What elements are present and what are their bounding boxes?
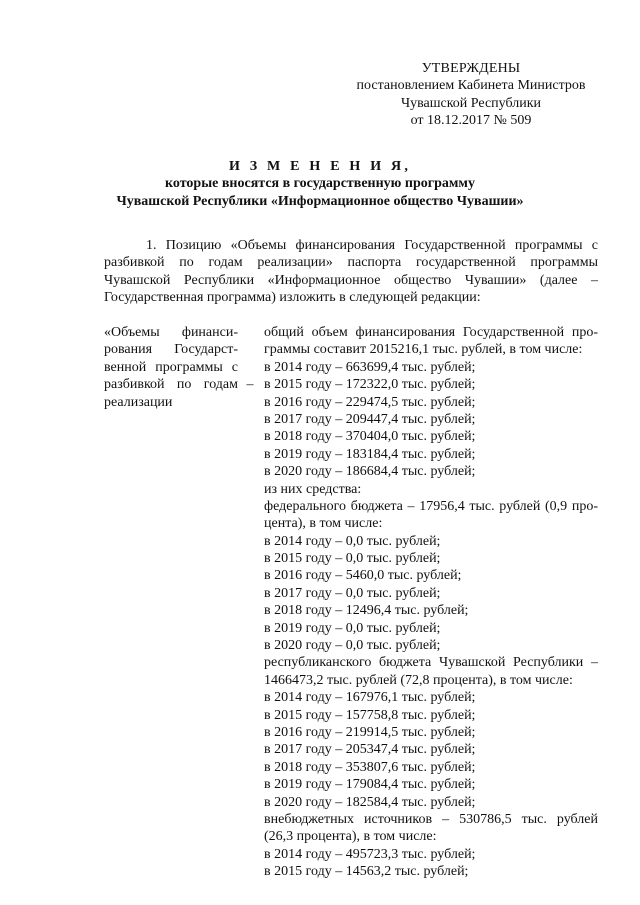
position-content-line: в 2016 году – 219914,5 тыс. рублей;: [264, 724, 476, 740]
approval-line-1: постановлением Кабинета Министров: [356, 78, 586, 94]
intro-paragraph: 1. Позицию «Объемы финансирования Государственной программы с разбивкой по годам реализации» паспорта государственной программы Чувашской Республики «Информационное общество Чувашии» (далее – Государственная программа) изложить в следующей редакции:: [104, 238, 598, 306]
position-content-line: 1466473,2 тыс. рублей (72,8 процента), в том числе:: [264, 672, 573, 688]
position-content-line: общий объем финансирования Государственной про-: [264, 325, 598, 340]
position-content-line: в 2015 году – 0,0 тыс. рублей;: [264, 551, 441, 567]
position-content-line: (26,3 процента), в том числе:: [264, 829, 437, 845]
position-content-line: в 2020 году – 0,0 тыс. рублей;: [264, 638, 441, 654]
position-content-line: в 2020 году – 182584,4 тыс. рублей;: [264, 794, 476, 810]
position-content-line: в 2019 году – 183184,4 тыс. рублей;: [264, 446, 476, 462]
position-content-line: в 2019 году – 0,0 тыс. рублей;: [264, 620, 441, 636]
approval-line-3: от 18.12.2017 № 509: [410, 113, 532, 129]
position-content-line: в 2016 году – 5460,0 тыс. рублей;: [264, 568, 462, 584]
position-content-line: в 2015 году – 14563,2 тыс. рублей;: [264, 864, 469, 880]
position-content-line: в 2016 году – 229474,5 тыс. рублей;: [264, 394, 476, 410]
position-label-line: разбивкой по годам: [104, 377, 238, 393]
position-content-line: граммы составит 2015216,1 тыс. рублей, в том числе:: [264, 342, 583, 358]
position-content-line: в 2014 году – 495723,3 тыс. рублей;: [264, 846, 476, 862]
intro-section: [104, 237, 598, 307]
position-content-line: федерального бюджета – 17956,4 тыс. рублей (0,9 про-: [264, 498, 598, 514]
position-content-line: в 2017 году – 205347,4 тыс. рублей;: [264, 742, 476, 758]
heading-line-2: Чувашской Республики «Информационное общество Чувашии»: [116, 193, 524, 209]
position-content-line: в 2017 году – 0,0 тыс. рублей;: [264, 585, 441, 601]
position-content-line: внебюджетных источников – 530786,5 тыс. рублей: [264, 811, 598, 827]
position-label: [104, 324, 238, 411]
position-content-line: в 2015 году – 157758,8 тыс. рублей;: [264, 707, 476, 723]
position-content-line: из них средства:: [264, 481, 362, 497]
position-label-line: венной программы с: [104, 359, 238, 375]
document-heading: [0, 158, 640, 210]
position-content-line: республиканского бюджета Чувашской Республики –: [264, 655, 598, 671]
position-content-line: в 2014 году – 0,0 тыс. рублей;: [264, 533, 441, 549]
position-dash: –: [246, 377, 254, 392]
position-label-line: рования Государст-: [104, 342, 238, 358]
approval-title: УТВЕРЖДЕНЫ: [421, 61, 521, 76]
position-content-line: в 2019 году – 179084,4 тыс. рублей;: [264, 777, 476, 793]
position-content-line: в 2018 году – 12496,4 тыс. рублей;: [264, 603, 469, 619]
position-label-line: реализации: [104, 394, 173, 410]
position-content: [264, 324, 598, 881]
approval-stamp-block: [340, 60, 602, 130]
approval-line-2: Чувашской Республики: [400, 95, 542, 111]
position-content-line: в 2018 году – 353807,6 тыс. рублей;: [264, 759, 476, 775]
position-content-line: цента), в том числе:: [264, 516, 383, 532]
position-label-line: «Объемы финанси-: [104, 325, 238, 340]
position-content-line: в 2018 году – 370404,0 тыс. рублей;: [264, 429, 476, 445]
position-content-line: в 2014 году – 663699,4 тыс. рублей;: [264, 359, 476, 375]
heading-line-1: которые вносятся в государственную программу: [165, 176, 475, 192]
position-content-line: в 2017 году – 209447,4 тыс. рублей;: [264, 411, 476, 427]
position-content-line: в 2020 году – 186684,4 тыс. рублей;: [264, 464, 476, 480]
position-content-line: в 2014 году – 167976,1 тыс. рублей;: [264, 690, 476, 706]
position-content-line: в 2015 году – 172322,0 тыс. рублей;: [264, 377, 476, 393]
heading-title: И З М Е Н Е Н И Я,: [228, 159, 412, 174]
